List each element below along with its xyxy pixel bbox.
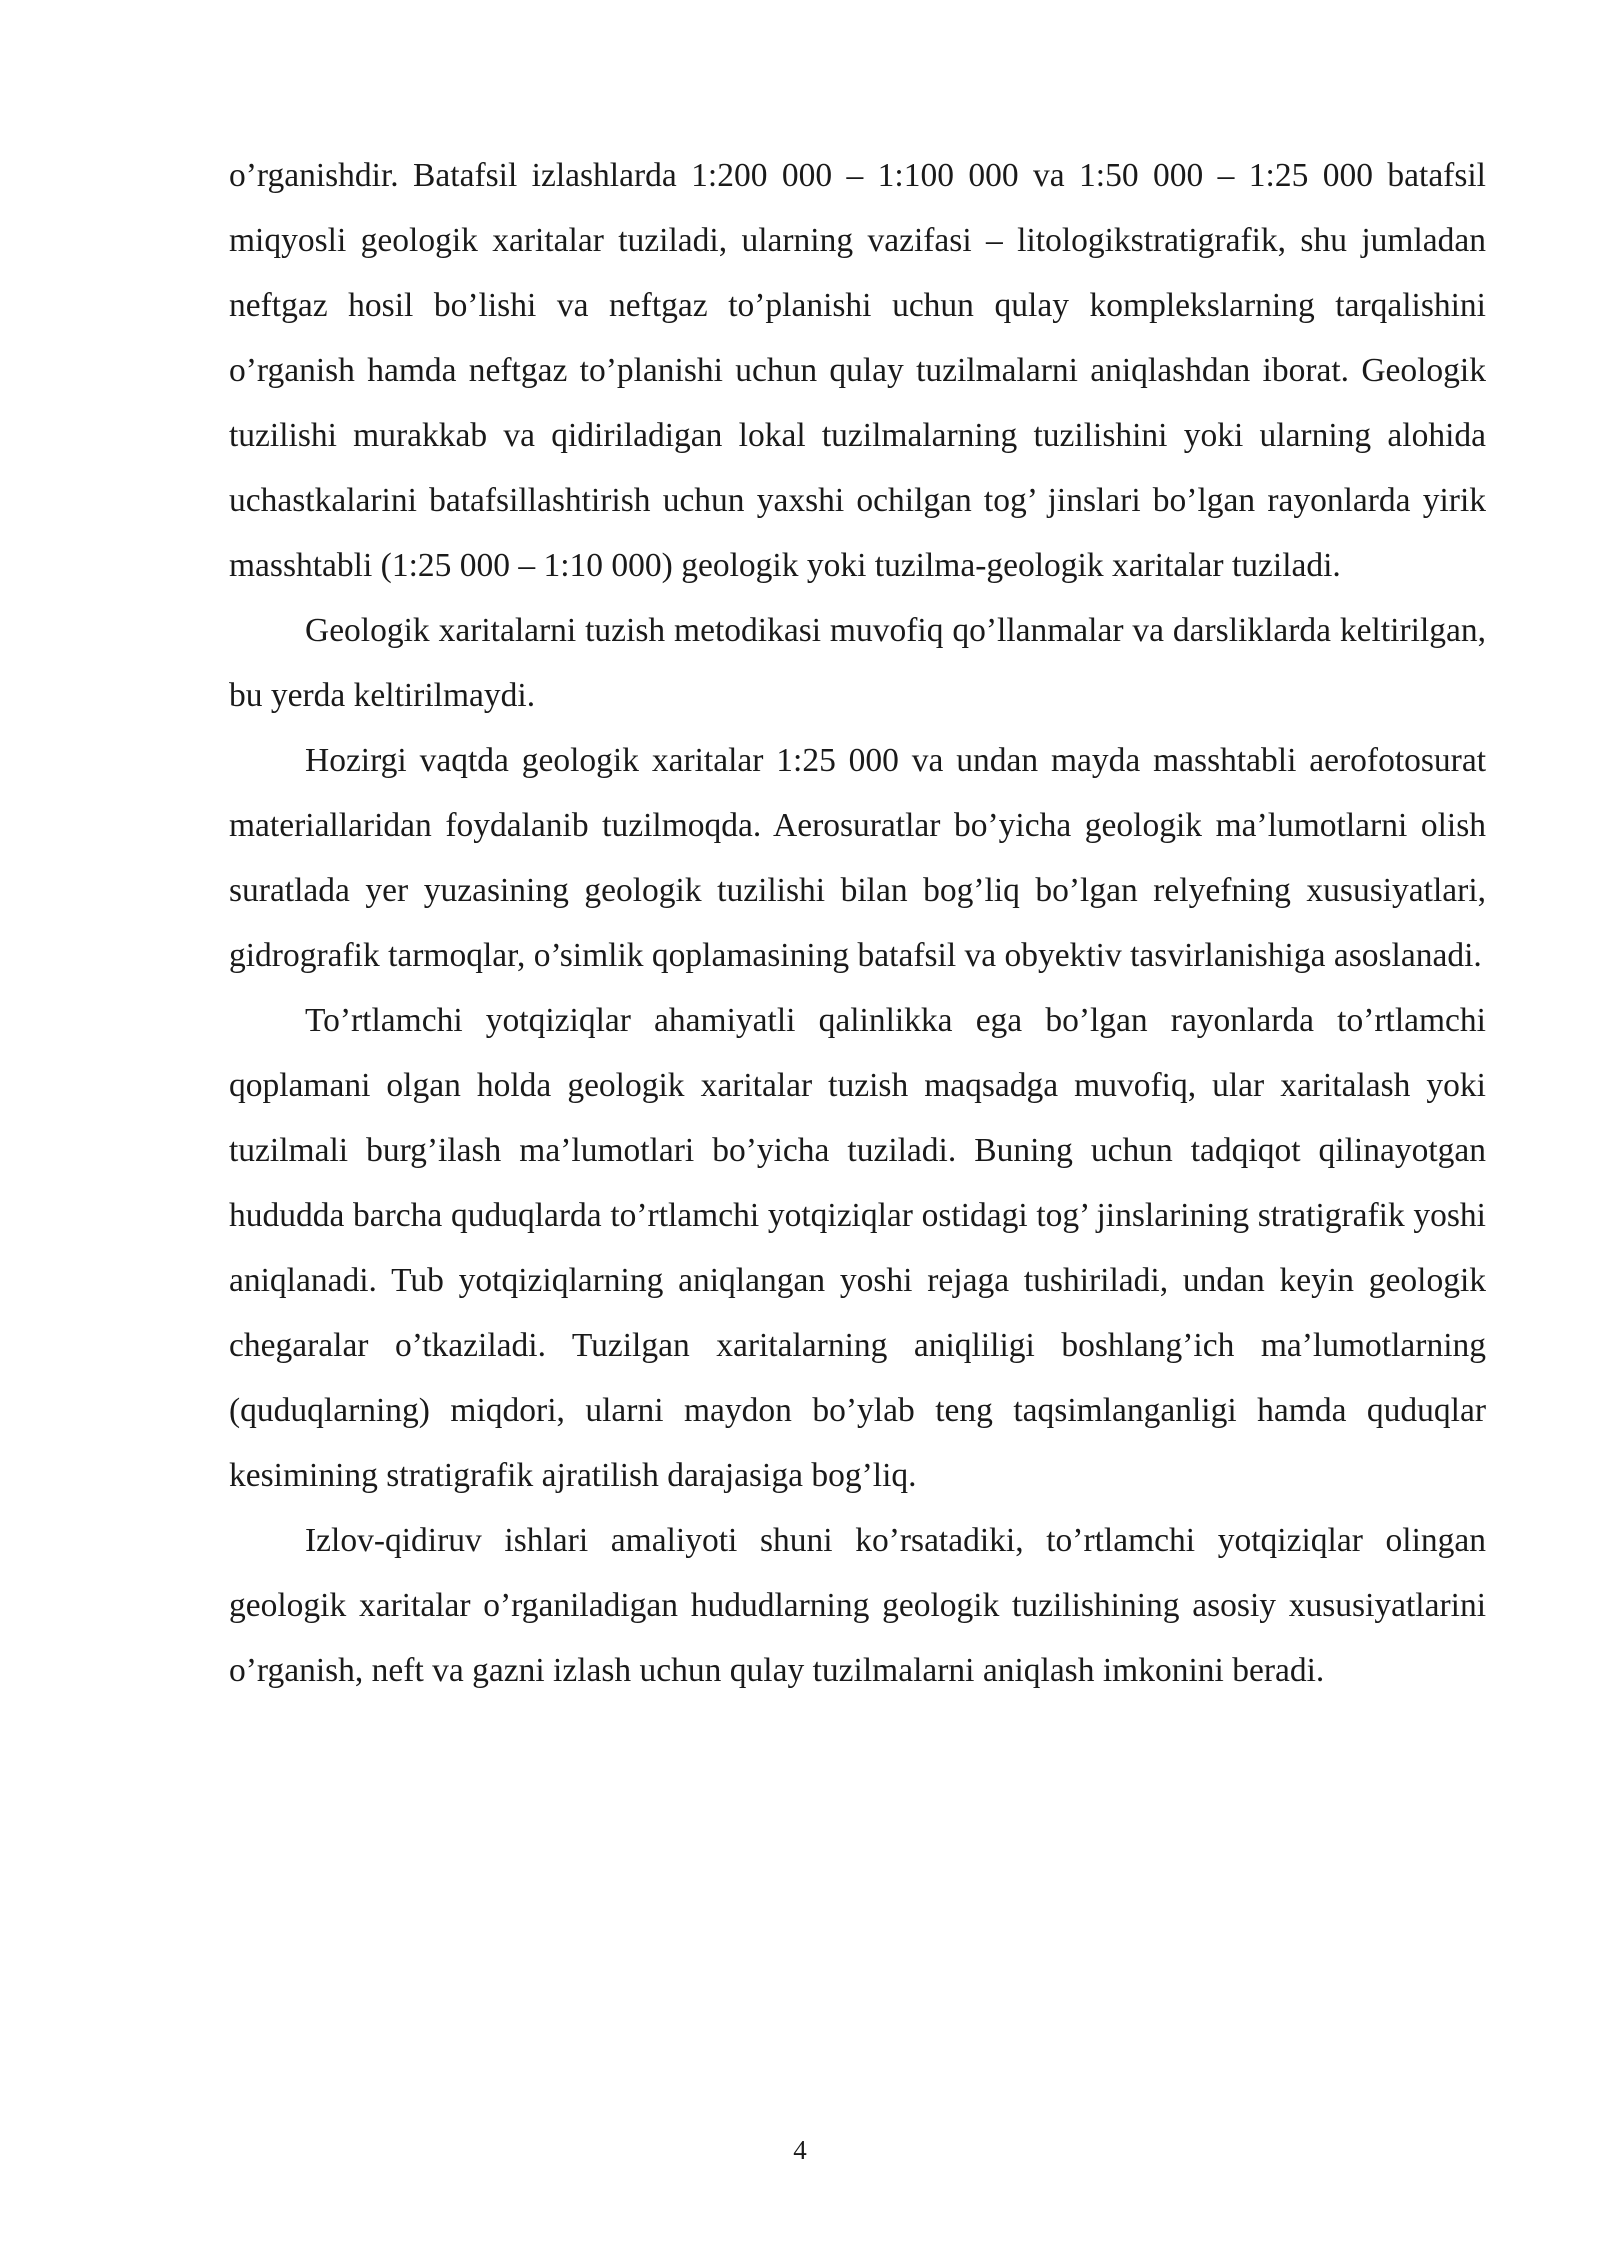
paragraph-2: Geologik xaritalarni tuzish metodikasi muvofiq qo’llanmalar va darsliklarda keltirilgan, bu yerda keltirilmaydi. bbox=[229, 612, 1486, 714]
paragraph-1: o’rganishdir. Batafsil izlashlarda 1:200 000 – 1:100 000 va 1:50 000 – 1:25 000 batafsil miqyosli geologik xaritalar tuziladi, ularning vazifasi – litologikstratigrafik, shu jumladan neftgaz hosil bo’lishi va neftgaz to’planishi uchun qulay komplekslarning tarqalishini o’rganish hamda neftgaz to’planishi uchun qulay tuzilmalarni aniqlashdan iborat. Geologik tuzilishi murakkab va qidiriladigan lokal tuzilmalarning tuzilishini yoki ularning alohida uchastkalarini batafsillashtirish uchun yaxshi ochilgan tog’ jinslari bo’lgan rayonlarda yirik masshtabli (1:25 000 – 1:10 000) geologik yoki tuzilma-geologik xaritalar tuziladi. bbox=[229, 157, 1486, 584]
paragraph-5: Izlov-qidiruv ishlari amaliyoti shuni ko’rsatadiki, to’rtlamchi yotqiziqlar olingan geologik xaritalar o’rganiladigan hududlarning geologik tuzilishining asosiy xususiyatlarini o’rganish, neft va gazni izlash uchun qulay tuzilmalarni aniqlash imkonini beradi. bbox=[229, 1522, 1486, 1689]
paragraph-4: To’rtlamchi yotqiziqlar ahamiyatli qalinlikka ega bo’lgan rayonlarda to’rtlamchi qoplamani olgan holda geologik xaritalar tuzish maqsadga muvofiq, ular xaritalash yoki tuzilmali burg’ilash ma’lumotlari bo’yicha tuziladi. Buning uchun tadqiqot qilinayotgan hududda barcha quduqlarda to’rtlamchi yotqiziqlar ostidagi tog’ jinslarining stratigrafik yoshi aniqlanadi. Tub yotqiziqlarning aniqlangan yoshi rejaga tushiriladi, undan keyin geologik chegaralar o’tkaziladi. Tuzilgan xaritalarning aniqliligi boshlang’ich ma’lumotlarning (quduqlarning) miqdori, ularni maydon bo’ylab teng taqsimlanganligi hamda quduqlar kesimining stratigrafik ajratilish darajasiga bog’liq. bbox=[229, 1002, 1486, 1494]
page-number: 4 bbox=[793, 2135, 807, 2165]
body-text bbox=[229, 143, 1486, 1703]
paragraph-3: Hozirgi vaqtda geologik xaritalar 1:25 000 va undan mayda masshtabli aerofotosurat materiallaridan foydalanib tuzilmoqda. Aerosuratlar bo’yicha geologik ma’lumotlarni olish suratlada yer yuzasining geologik tuzilishi bilan bog’liq bo’lgan relyefning xususiyatlari, gidrografik tarmoqlar, o’simlik qoplamasining batafsil va obyektiv tasvirlanishiga asoslanadi. bbox=[229, 742, 1486, 974]
